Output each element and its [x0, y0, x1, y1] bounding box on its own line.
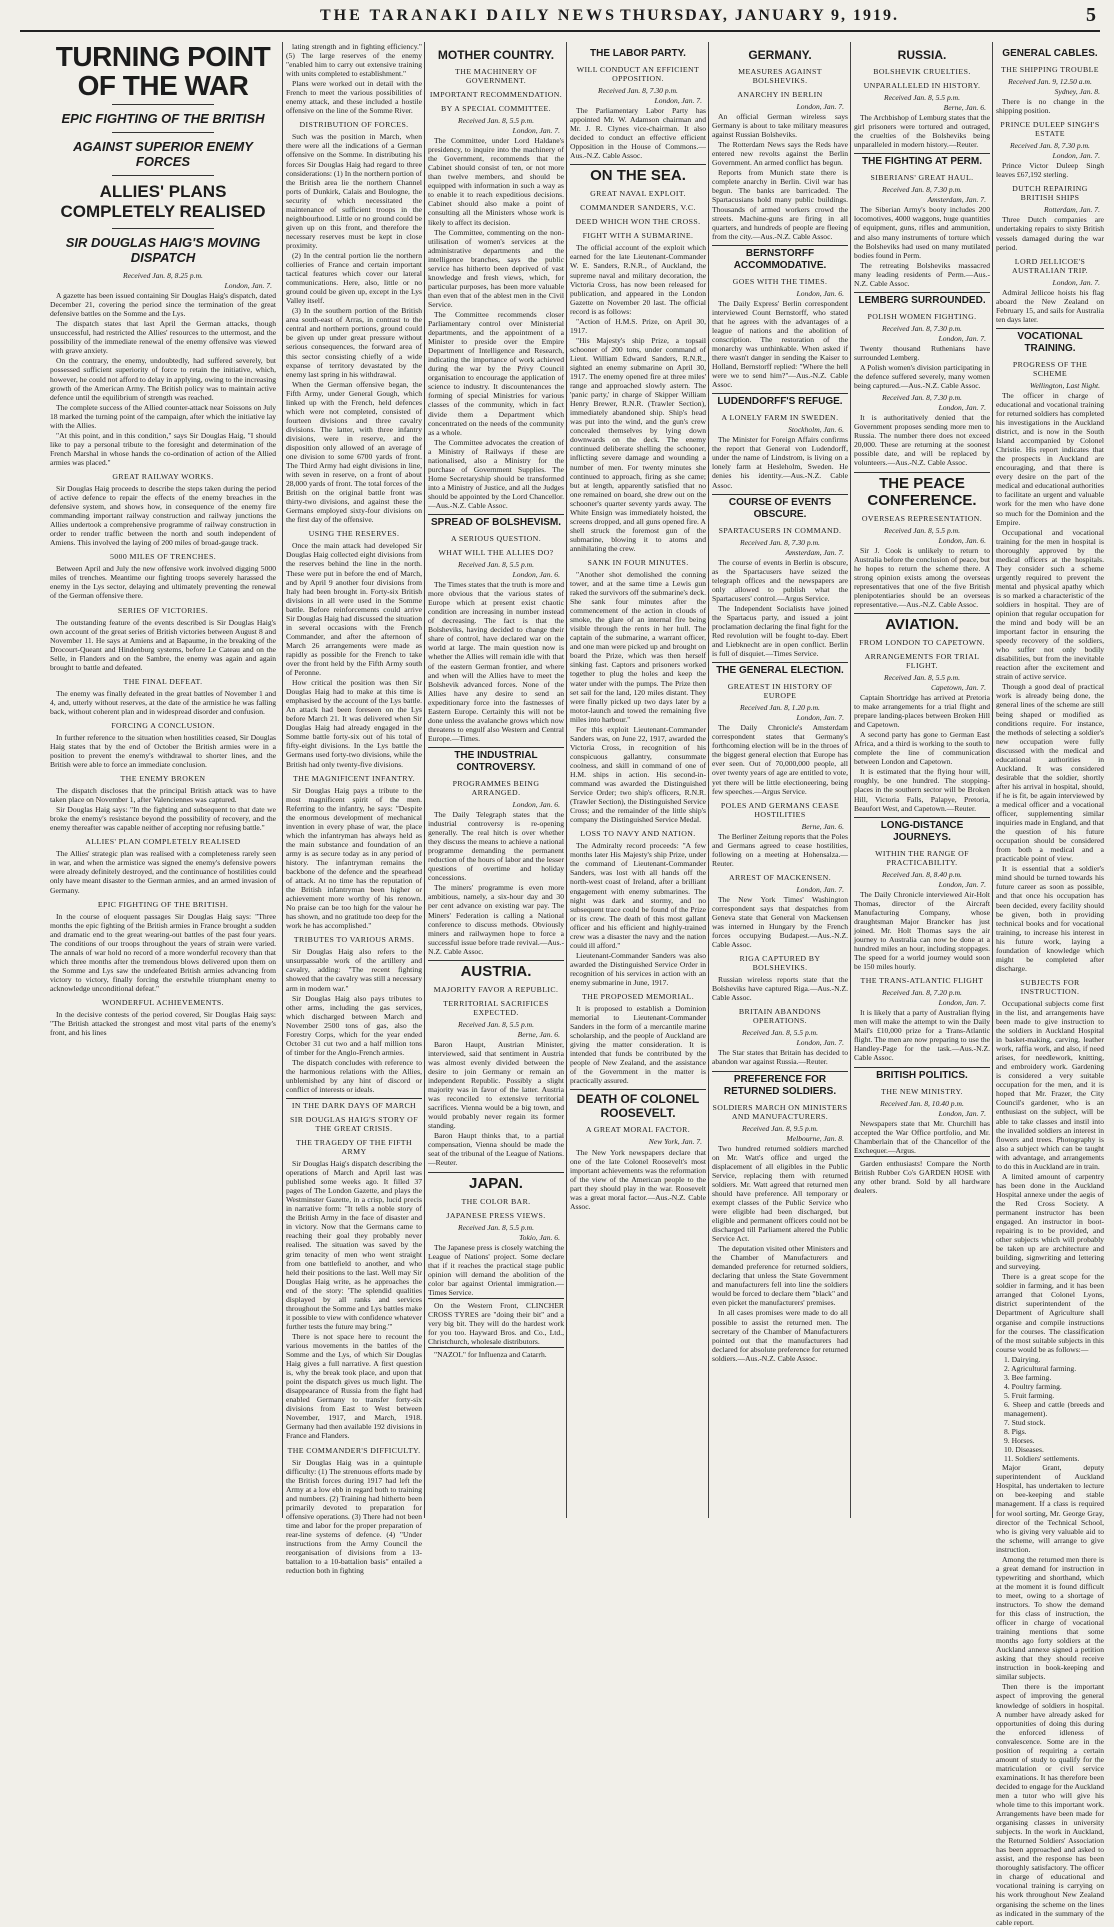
- section-head: PROGRESS OF THE SCHEME: [1012, 359, 1088, 378]
- received-time: Received Jan. 8, 9.5 p.m.: [741, 1123, 819, 1133]
- dateline: London, Jan. 7.: [1052, 277, 1100, 287]
- column-4: [566, 42, 709, 1518]
- paragraph: Admiral Jellicoe hoists his flag aboard the New Zealand on February 15, and sails for Australia ten days later.: [996, 287, 1104, 324]
- paragraph: The official account of the exploit which earned for the late Lieutenant-Commander W. E. Sanders, R.N.R., of Auckland, the supreme naval and military decoration, the Victoria Cross, has now been released for publication, and appeared in the London Gazette on November 20 last. The official record is as follows:: [570, 243, 706, 316]
- section-head: LORD JELLICOE'S AUSTRALIAN TRIP.: [1011, 256, 1088, 275]
- received-time: Received Jan. 9, 12.50 a.m.: [1008, 77, 1092, 86]
- paragraph: The miners' programme is even more ambitious, namely, a six-hour day and 30 per cent advance on existing war pay. The Miners' Federation is calling a National conference to discuss methods. Obviously miners and railwaymen hope to force a successful issue before trade revival.—Aus.-N.Z. Cable Assoc.: [428, 883, 564, 956]
- article-headline: JAPAN.: [428, 1172, 564, 1192]
- paragraph: A second party has gone to German East Africa, and a third is working to the south to complete the line of communication between London and Capetown.: [854, 730, 990, 767]
- article-headline: GERMANY.: [748, 48, 812, 62]
- section-head: ARREST OF MACKENSEN.: [728, 872, 832, 882]
- paragraph: Sir Douglas Haig also refers to the unsurpassable work of the artillery and cavalry, adding: "The recent fighting showed that the cavalry was still a necessary arm in modern war.": [286, 947, 422, 993]
- section-head: FORCING A CONCLUSION.: [111, 720, 215, 730]
- paragraph: Sir Douglas Haig pays a tribute to the most magnificent spirit of the men. Referring to the infantry, he says: "Despite the enormous development of mechanical invention in every phase of war, the place which the infantryman has always held as the main substance and foundation of an army is as secure today as in any period of history. The infantryman remains the backbone of the defence and the spearhead of attack. At no time has the reputation of the British infantryman been higher or achievement more worthy of his renown. No praise can be too high for the valour he has shown, and no gratitude too deep for the work he has accomplished.": [286, 785, 422, 931]
- divider: [112, 104, 214, 105]
- section-head: COMMANDER SANDERS, V.C.: [580, 203, 696, 213]
- section-head: SUBJECTS FOR INSTRUCTION.: [1020, 977, 1080, 996]
- section-head: A LONELY FARM IN SWEDEN.: [721, 413, 839, 423]
- section-head: GREATEST IN HISTORY OF EUROPE: [727, 682, 833, 701]
- paragraph: The complete success of the Allied counter-attack near Soissons on July 18 marked the turning point of the campaign, after which the initiative lay with the Allies.: [50, 402, 276, 430]
- dateline: New York, Jan. 7.: [648, 1137, 702, 1147]
- received-time: Received Jan. 8, 5.5 p.m.: [457, 1222, 535, 1232]
- section-head: ANARCHY IN BERLIN: [737, 90, 823, 99]
- list-item: 9. Horses.: [1004, 1436, 1035, 1446]
- dateline: Amsterdam, Jan. 7.: [785, 547, 844, 557]
- list-item: 7. Stud stock.: [1004, 1418, 1046, 1428]
- received-time: Received Jan. 8, 5.5 p.m.: [741, 1028, 819, 1038]
- list-item: 8. Pigs.: [1004, 1427, 1027, 1437]
- paragraph: An official German wireless says Germany is about to take military measures against Russian Bolsheviks.: [712, 112, 848, 140]
- paragraph: "At this point, and in this condition," says Sir Douglas Haig, "I should like to pay a personal tribute to the foresight and determination of the French Marshal in whose hands the co-ordination of action of the Allied armies was placed.": [50, 430, 276, 467]
- article-headline: THE PEACE CONFERENCE.: [854, 472, 990, 509]
- dateline: London, Jan. 6.: [512, 799, 560, 809]
- paragraph: The Daily Chronicle's Amsterdam correspondent states that Germany's forthcoming election will be in the throes of the biggest general election that Europe has ever seen. Out of 70,000,000 people, all over twenty years of age are entitled to vote, yet there will be little electioneering, being few speeches.—Argus Service.: [712, 723, 848, 796]
- paragraph: When the German offensive began, the Fifth Army, under General Gough, which linked up with the French, held defences which were not completed, consisted of fourteen divisions and three cavalry divisions. The latter, with three infantry divisions, were in reserve, and the disposition only allowed of an average of one division to some 6700 yards of front. The Third Army had eight divisions in line, with seven in reserve, on a front of about 28,000 yards of front. The total forces of the British on the original battle front was thirty-two divisions, and against these the Germans employed sixty-four divisions on the first day of the offensive.: [286, 379, 422, 525]
- section-head: DISTRIBUTION OF FORCES.: [299, 120, 409, 130]
- section-head: THE MACHINERY OF GOVERNMENT.: [455, 67, 537, 85]
- section-head: WONDERFUL ACHIEVEMENTS.: [102, 998, 224, 1007]
- paragraph: Prince Victor Duleep Singh leaves £67,192 sterling.: [996, 161, 1104, 180]
- article-headline: LUDENDORFF'S REFUGE.: [712, 393, 848, 408]
- section-head: UNPARALLELED IN HISTORY.: [863, 81, 981, 90]
- dateline: London, Jan. 7.: [224, 281, 272, 291]
- paragraph: The officer in charge of educational and vocational training for returned soldiers has completed his investigations in the Auckland district, and is now in the South Island accompanied by Colonel Christie. His report indicates that the prospects in Auckland are encouraging, and that there is every desire on the part of the medical and educational authorities to facilitate an urgent and valuable work for the men who have done so much for the Dominion and the Empire.: [996, 390, 1104, 527]
- paragraph: A Polish women's division participating in the defence suffered severely, many women being captured.—Aus.-N.Z. Cable Assoc.: [854, 362, 990, 391]
- article-headline: ON THE SEA.: [570, 164, 706, 184]
- paragraph: The outstanding feature of the events described is Sir Douglas Haig's own account of the great series of British victories between August 8 and November 11. He says at Amiens and at Bapaume, in the breaking of the Drocourt-Queant and Hindenburg systems, before Le Cateau and on the Selle, in Flanders and on the Sambre, the enemy was again and again brought to battle and defeated.: [50, 617, 276, 672]
- paragraph: Such was the position in March, when there were all the indications of a German offensive on the Somme. In distributing his forces Sir Douglas Haig had regard to three considerations: (1) In the northern portion of the British area lie the northern Channel ports of Dunkirk, Calais and Boulogne, the security of which necessitated the maintenance of sufficient troops in the neighbourhood. Little or no ground could be given up on this front, and therefore the necessary reserves must be kept in close proximity.: [286, 132, 422, 250]
- paragraph: Russian wireless reports state that the Bolsheviks have captured Riga.—Aus.-N.Z. Cable Assoc.: [712, 975, 848, 1003]
- paragraph: The Allies' strategic plan was realised with a completeness rarely seen in war, and when the armistice was signed the enemy's defensive powers were already definitely destroyed, and the continuance of hostilities could only have meant disaster to the German armies, and an armed invasion of Germany.: [50, 849, 276, 895]
- paragraph: The Daily Express' Berlin correspondent interviewed Count Bernstorff, who stated that he agrees with the advantages of a league of nations and the abolition of conscription. The restoration of the monarchy was unthinkable. When asked if there wasn't danger in sending the Kaiser to Holland, Bernstorff replied: "Where the hell were we to send him?"—Aus.-N.Z. Cable Assoc.: [712, 298, 848, 390]
- paragraph: The Rotterdam News says the Reds have entered new revolts against the Berlin Government. An armed conflict has begun.: [712, 140, 848, 168]
- received-time: Received Jan. 8, 5.5 p.m.: [883, 672, 961, 682]
- dateline: London, Jan. 6.: [512, 570, 560, 580]
- received-time: Received Jan. 8, 5.5 p.m.: [457, 116, 535, 125]
- article-headline: BERNSTORFF ACCOMMODATIVE.: [712, 245, 848, 272]
- dateline: London, Jan. 7.: [1052, 151, 1100, 161]
- paragraph: It is estimated that the flying hour will, roughly, be one hundred. The stopping-places in the southern sector will be Broken Hill, Victoria Falls, Palapye, Pretoria, Beaufort West, and Capetown.—Reuter.: [854, 767, 990, 813]
- paragraph: Three Dutch companies are undertaking repairs to sixty British vessels damaged during the war period.: [996, 215, 1104, 252]
- advertisement: "NAZOL" for Influenza and Catarrh.: [428, 1347, 564, 1359]
- paragraph: Baron Haupt, Austrian Minister, interviewed, said that sentiment in Austria was almost evenly divided between the desire to join Germany or remain an independent Republic. Possibly a slight majority was in favor of the latter. Austria was reconciled to extensive territorial sacrifices. Vienna would be a big town, and would probably never regain its former standing.: [428, 1039, 564, 1131]
- dateline: London, Jan. 7.: [796, 713, 844, 723]
- section-head: IN THE DARK DAYS OF MARCH: [286, 1098, 422, 1110]
- section-head: OVERSEAS REPRESENTATION.: [861, 513, 983, 523]
- paragraph: The Archbishop of Lemburg states that the girl prisoners were tortured and outraged, the cruelties of the Bolsheviks being unparalleled in modern history.—Reuter.: [854, 113, 990, 150]
- dateline: London, Jan. 6.: [796, 288, 844, 298]
- column-5: [708, 42, 851, 1518]
- received-time: Received Jan. 8, 5.5 p.m.: [883, 93, 961, 102]
- dateline: London, Jan. 7.: [512, 126, 560, 136]
- paragraph: Then there is the important aspect of improving the general knowledge of soldiers in hospital. A number have already asked for opportunities of doing this during the enforced idleness of convalescence. Some are in the position of requiring a certain amount of study to qualify for the matriculation or civil service examinations. It has therefore been decided to engage for the Auckland men a tutor who will give his whole time to this important work. Arrangements have been made for organising classes in university subjects. In the work in Auckland, the Returned Soldiers' Association has been approached and asked to assist, and the response has been thoroughly satisfactory. The officer in charge of educational and vocational training is carrying on his work throughout New Zealand organising the scheme on the lines as indicated in the summary of the cable report.: [996, 1682, 1104, 1927]
- section-head: WITHIN THE RANGE OF PRACTICABILITY.: [875, 848, 969, 867]
- section-head: THE TRAGEDY OF THE FIFTH ARMY: [295, 1138, 412, 1157]
- paragraph: In the decisive contests of the period covered, Sir Douglas Haig says: "The British attacked the strongest and most vital parts of the enemy's front, and his lines: [50, 1010, 276, 1038]
- dateline: London, Jan. 7.: [796, 884, 844, 894]
- section-head: THE PROPOSED MEMORIAL.: [581, 992, 695, 1002]
- advertisement: Garden enthusiasts! Compare the North British Rubber Co's GARDEN HOSE with any other brand. Sold by all hardware dealers.: [854, 1156, 990, 1195]
- paragraph: Though a good deal of practical work is already being done, the general lines of the scheme are still being shaped or modified as conditions require. For instance, the methods of selecting a soldier's new occupation were fully discussed with the medical and educational authorities in Auckland. It was considered desirable that the soldier, shortly after his arrival in hospital, should, if he is fit, be again interviewed by a medical officer and a vocational officer, supplementing similar inquiries made in England, and that the question of his future occupation should be considered from both a medical and a practicable point of view.: [996, 682, 1104, 864]
- list-item: 2. Agricultural farming.: [1004, 1363, 1077, 1373]
- paragraph: Sir J. Cook is unlikely to return to Australia before the conclusion of peace, but he hopes to return the scheme there. A strong opinion exists among the overseas representatives that one of the five British plenipotentiaries should be an overseas representative.—Aus.-N.Z. Cable Assoc.: [854, 545, 991, 609]
- divider: [112, 132, 214, 133]
- paragraph: The dispatch states that last April the German attacks, though unsuccessful, had restricted the Allies' resources to the uttermost, and the possibility of the immediate renewal of the enemy offensive was viewed with grave anxiety.: [50, 319, 276, 356]
- received-time: Received Jan. 8, 8.25 p.m.: [123, 271, 203, 280]
- dateline: Berne, Jan. 6.: [801, 821, 844, 831]
- paragraph: Sir Douglas Haig proceeds to describe the steps taken during the period of active defence to repair the effects of the enemy breaches in the defensive system, and shows how, in consequence of the enemy fire commanding important railway construction and railway junctions the Allies undertook a comprehensive programme of railway construction in order to render traffic between the north and south independent of Amiens. This involved the laying of 200 miles of broad-gauge track.: [50, 483, 276, 548]
- paragraph: (3) In the southern portion of the British area south-east of Arras, in contrast to the central and northern portions, ground could be given up under great pressure without serious consequences, the forward area of this sector consisting chiefly of a wide expanse of territory devastated by the enemy last spring in his withdrawal.: [286, 306, 422, 379]
- section-head: THE MAGNIFICENT INFANTRY.: [293, 773, 415, 783]
- paragraph: It is essential that a soldier's mind should be turned towards his future career as soon as possible, and that once his occupation has been decided, every facility should be given, both in providing technical books and for vocational training, to increase his interest in his future work, laying a foundation of knowledge which might be completed after discharge.: [996, 864, 1104, 973]
- paragraph: On the contrary, the enemy, undoubtedly, had suffered severely, but possessed sufficient superiority of force to retain the initiative, which, however, he could not afford to delay in applying, owing to the increasing growth of the American Army. The British policy was to maintain active defence until the equilibrium of strength was reached.: [50, 356, 276, 402]
- section-head: POLES AND GERMANS CEASE HOSTILITIES: [720, 800, 840, 819]
- dateline: Sydney, Jan. 8.: [1054, 87, 1100, 97]
- page-number: 5: [1086, 4, 1096, 26]
- paragraph: The Star states that Britain has decided to abandon war against Russia.—Reuter.: [712, 1048, 848, 1067]
- received-time: Received Jan. 8, 5.5 p.m.: [883, 525, 961, 535]
- section-head: WILL CONDUCT AN EFFICIENT OPPOSITION.: [576, 65, 700, 83]
- paragraph: Two hundred returned soldiers marched on Mr. Watt's office and urged the displacement of all eligibles in the Public Service, replacing them with returned soldiers. Mr. Watt agreed that returned men should have preference. All temporary or exempt classes of the Public Service who were eligible had been discharged, but eligible and permanent officers could not be discharged till Parliament altered the Public Service Act.: [712, 1143, 848, 1244]
- subheadline: EPIC FIGHTING OF THE BRITISH: [61, 111, 265, 126]
- dateline: Melbourne, Jan. 8.: [786, 1133, 844, 1143]
- paragraph: It is proposed to establish a Dominion memorial to Lieutenant-Commander Sanders in the form of a mercantile marine scholarship, and the people of Auckland are giving the matter consideration. It is intended that funds be contributed by the people of New Zealand, and the assistance of the Government in the matter is practically assured.: [570, 1004, 706, 1086]
- paragraph: Sir Douglas Haig was in a quintuple difficulty: (1) The strenuous efforts made by the British forces during 1917 had left the Army at a low ebb in regard both to training and numbers. (2) Training had hitherto been primarily devoted to preparation for offensive operations. (3) There had not been time and labor for the proper preparation of rear-line systems of defence. (4) "Under instructions from the Army Council the reorganisation of divisions from a 13-battalion to a 10-battalion basis" entailed a reduction both in fighting: [286, 1457, 422, 1576]
- issue-date: THURSDAY, JANUARY 9, 1919.: [620, 7, 900, 24]
- section-head: GREAT NAVAL EXPLOIT.: [590, 189, 686, 199]
- paragraph: The dispatch concludes with reference to the harmonious relations with the Allies, unblemished by any hint of discord or conflict of interests or ideals.: [286, 1057, 422, 1095]
- article-headline: PREFERENCE FOR RETURNED SOLDIERS.: [712, 1071, 848, 1098]
- section-head: MEASURES AGAINST BOLSHEVIKS.: [738, 67, 822, 85]
- subheadline: SIR DOUGLAS HAIG'S MOVING DISPATCH: [65, 235, 261, 265]
- article-headline: LONG-DISTANCE JOURNEYS.: [854, 817, 990, 844]
- section-head: A SERIOUS QUESTION.: [450, 534, 542, 544]
- masthead: [20, 4, 1100, 32]
- section-head: ALLIES' PLAN COMPLETELY REALISED: [85, 837, 241, 847]
- section-head: POLISH WOMEN FIGHTING.: [867, 311, 977, 321]
- section-head: SPARTACUSERS IN COMMAND.: [718, 525, 842, 535]
- paragraph: The dispatch discloses that the principal British attack was to have taken place on November 1, after Valenciennes was captured.: [50, 786, 276, 805]
- dateline: London, Jan. 7.: [938, 998, 986, 1008]
- paragraph: The New York Times' Washington correspondent says that despatches from Geneva state that General von Mackensen was interned in Hungary by the French forces occupying Budapest.—Aus.-N.Z. Cable Assoc.: [712, 894, 848, 950]
- paragraph: The Independent Socialists have joined the Spartacus party, and issued a joint proclamation declaring the final fight for the Red revolution will be fought to-day. Ebert and Liebknecht are in open conflict. Berlin is full of disquiet.—Times Service.: [712, 603, 848, 659]
- paragraph: It is authoritatively denied that the Government proposes sending more men to Russia. The number there does not exceed 20,000. These are returning at the soonest possible date, and will be replaced by volunteers.—Aus.-N.Z. Cable Assoc.: [854, 413, 990, 468]
- paragraph: Among the returned men there is a great demand for instruction in typewriting and shorthand, which at the moment it is found difficult to meet, owing to a shortage of instructors. To show the demand for this class of instruction, the officer in charge of vocational training mentions that some months ago forty soldiers at the Auckland annexe signed a petition asking that they should receive instruction in book-keeping and similar subjects.: [996, 1554, 1104, 1682]
- advertisement: On the Western Front, CLINCHER CROSS TYRES are "doing their bit" and a very big bit. They will do the hardest work for you too. Hayward Bros. and Co., Ltd., Christchurch, wholesale distributors.: [428, 1298, 564, 1346]
- newspaper-title: THE TARANAKI DAILY NEWS: [320, 7, 618, 24]
- list-item: 6. Sheep and cattle (breeds and management).: [1004, 1399, 1104, 1418]
- received-time: Received Jan. 8, 7.30 p.m.: [598, 86, 678, 95]
- paragraph: It is likely that a party of Australian flying men will make the attempt to win the Daily Mail's £10,000 prize for a Trans-Atlantic flight. The men are now preparing to use the Handley-Page for the task.—Aus.-N.Z. Cable Assoc.: [854, 1008, 990, 1063]
- paragraph: Baron Haupt thinks that, to a partial compensation, Vienna should be made the seat of the tribunal of the League of Nations.—Reuter.: [428, 1131, 565, 1168]
- subheadline: AGAINST SUPERIOR ENEMY FORCES: [73, 139, 253, 169]
- received-time: Received Jan. 8, 8.40 p.m.: [882, 869, 962, 879]
- section-head: BOLSHEVIK CRUELTIES.: [873, 67, 971, 76]
- paragraph: The Admiralty record proceeds: "A few months later His Majesty's ship Prize, under the command of Lieutenant-Commander Sanders, was lost with all hands off the north-west coast of Ireland, after a brilliant engagement with enemy submarines. The night was dark and stormy, and no subsequent trace could be found of the Prize or its crew. The death of this most gallant officer and his efficient and highly-trained crew was a disaster the navy and the nation could ill afford.": [570, 841, 706, 950]
- paragraph: Occupational subjects come first in the list, and arrangements have been made to give instruction to the soldiers in Auckland Hospital in basket-making, carving, leather work, raffia work, and also, if need arises, for needlework, knitting, and embroidery work. Gardening is considered a very suitable occupation for the men, and it is hoped that Mr. Frazer, the City Council's gardener, who is an enthusiast on the subject, will be able to take classes and instil into the invalided soldiers an interest in flowers and trees. Photography is also a subject which can be taught with advantage, and arrangements to do this in Auckland are in train.: [996, 998, 1104, 1171]
- paragraph: The retreating Bolsheviks massacred many leading residents of Perm.—Aus.-N.Z. Cable Assoc.: [854, 260, 990, 288]
- dateline: Rotterdam, Jan. 7.: [1043, 205, 1100, 215]
- section-head: SOLDIERS MARCH ON MINISTERS AND MANUFACTURERS.: [712, 1102, 848, 1121]
- section-head: EPIC FIGHTING OF THE BRITISH.: [97, 899, 229, 909]
- section-head: SERIES OF VICTORIES.: [117, 605, 209, 615]
- section-head: A GREAT MORAL FACTOR.: [585, 1125, 691, 1135]
- paragraph: Sir Douglas Haig's dispatch describing the operations of March and April last was published some weeks ago. It filled 37 pages of The London Gazette, and plays the Westminster Gazette, in a crisp, lucid precis in narrative form: "It tells a noble story of the British Army in the face of disaster and in victory. Now that the Germans came to reaching their goal they probably never realised. The situation was saved by the grim tenacity of men who went straight from one battlefield to another, and who held their positions to the last. Well may Sir Douglas Haig write, as he approaches the end of the story: 'The splendid qualities displayed by all ranks and services throughout the Somme and Lys battles make it possible to view with confidence whatever further tests the future may bring.'": [286, 1159, 422, 1331]
- paragraph: "Another shot demolished the conning tower, and at the same time a Lewis gun raked the survivors off the submarine's deck. She sank four minutes after the commencement of the action in clouds of smoke, the glare of an internal fire being visible through the rents in her hull. The captain of the submarine, a warrant officer, and one man were picked up and brought on board the Prize, which was then herself sinking fast. Captors and prisoners worked together to plug the holes and keep the water under with the pumps. The Prize then set sail for the land, 120 miles distant. They were finally picked up two days later by a motor-launch and towed the remaining five miles into harbour.": [570, 569, 706, 724]
- received-time: Received Jan. 8, 10.40 p.m.: [880, 1098, 964, 1108]
- paragraph: There is a great scope for the soldier in farming, and it has been arranged that Colonel Lyons, district superintendent of the Department of Agriculture shall organise and compile instructions for the courses. The classification of the most suitable subjects in this course would be as follows:—: [996, 1272, 1104, 1354]
- paragraph: The Daily Chronicle interviewed Air-Holt Thomas, director of the Aircraft Manufacturing Company, whose draughtsman Major Brancker has just joined. Mr. Holt Thomas says the air journey to Australia can now be done at a hundred miles an hour, including stoppages. The speed for a world journey would soon be 150 miles hourly.: [854, 889, 990, 972]
- paragraph: The course of events in Berlin is obscure, as the Spartacusers have seized the telegraph offices and the newspapers are only allowed to publish what the Spartacusers' control.—Argus Service.: [712, 557, 848, 603]
- paragraph: The New York newspapers declare that one of the late Colonel Roosevelt's most important achievements was the reformation of the view of the American people to the part they should play in the war. Roosevelt was a great moral factor.—Aus.-N.Z. Cable Assoc.: [570, 1147, 706, 1211]
- article-headline: GENERAL CABLES.: [1002, 48, 1098, 59]
- section-head: SIR DOUGLAS HAIG'S STORY OF THE GREAT CRISIS.: [290, 1115, 418, 1134]
- paragraph: lating strength and in fighting efficiency." (5) The large reserves of the enemy "enabled him to carry out extensive training with units completed to establishment.": [286, 42, 422, 79]
- section-head: PRINCE DULEEP SINGH'S ESTATE: [1000, 120, 1100, 139]
- dateline: London, Jan. 7.: [796, 102, 844, 111]
- list-item: 4. Poultry farming.: [1004, 1381, 1062, 1391]
- section-head: THE SHIPPING TROUBLE: [1001, 65, 1099, 74]
- paragraph: Lieutenant-Commander Sanders was also awarded the Distinguished Service Order in recognition of his services in action with an enemy submarine in June, 1917.: [570, 950, 706, 987]
- section-head: MAJORITY FAVOR A REPUBLIC.: [433, 984, 559, 994]
- paragraph: Reports from Munich state there is complete anarchy in Berlin. Civil war has begun. The banks are barricaded. The Spartacusians hold many public buildings. Thousands of armed workers crowd the streets. Machine-guns are firing in all quarters, and hundreds of people are fleeing from the city.—Aus.-N.Z. Cable Assoc.: [712, 168, 848, 241]
- paragraph: Sir Douglas Haig also pays tributes to other arms, including the gas services, which discharged between March and November 2500 tons of gas, also the Forestry Corps, which for the year ended October 31 cut two and a half million tons of timber for the Anglo-French armies.: [286, 993, 422, 1057]
- section-head: THE COMMANDER'S DIFFICULTY.: [287, 1445, 421, 1455]
- section-head: PROGRAMMES BEING ARRANGED.: [452, 778, 540, 797]
- dateline: London, Jan. 7.: [938, 879, 986, 889]
- dateline: Amsterdam, Jan. 7.: [927, 195, 986, 205]
- article-headline: SPREAD OF BOLSHEVISM.: [428, 514, 564, 529]
- paragraph: How critical the position was then Sir Douglas Haig had to make at this time is emphasised by the account of the Lys battle. An attack had been foreseen on the Lys before March 21. It was delivered when Sir Douglas Haig had already engaged in the Somme battle forty-six out of his total of fifty-eight divisions. In the Lys battle the Germans used forty-two divisions, while the British had only twenty-five divisions.: [286, 678, 422, 769]
- section-head: LOSS TO NAVY AND NATION.: [580, 829, 696, 839]
- paragraph: The Daily Telegraph states that the industrial controversy is re-opening generally. The real hitch is over whether they discuss the means to achieve a national programme demanding the permanent reduction of the hours of labor and the lesser questions of overtime and holiday concessions.: [428, 810, 564, 883]
- dateline: Capetown, Jan. 7.: [930, 682, 986, 692]
- dateline: London, Jan. 7.: [796, 1038, 844, 1048]
- list-item: 11. Soldiers' settlements.: [1004, 1454, 1080, 1464]
- paragraph: Sir Douglas Haig says: "In the fighting and subsequent to that date we broke the enemy's resistance beyond the possibility of recovery, and the enemy thereafter was capable neither of accepting nor refusing battle.": [50, 805, 276, 833]
- list-item: 5. Fruit farming.: [1004, 1390, 1055, 1400]
- article-headline: THE FIGHTING AT PERM.: [854, 153, 990, 168]
- article-headline: RUSSIA.: [897, 48, 947, 62]
- paragraph: The Committee, under Lord Haldane's presidency, to inquire into the machinery of the Government, recommends that the Cabinet should consist of ten, or not more than twelve members, and should be equipped with information in such a way as to enable it to reach expeditious decisions. Cabinet should also make a point of consulting all the Ministers whose work is likely to affect its decision.: [428, 136, 564, 227]
- received-time: Received Jan. 8, 7.30 p.m.: [882, 185, 962, 195]
- section-head: BRITAIN ABANDONS OPERATIONS.: [738, 1007, 822, 1026]
- paragraph: Major Grant, deputy superintendent of Auckland Hospital, has undertaken to lecture on bee-keeping and stable management. If a class is required for wool sorting, Mr. George Gray, director of the Technical School, who is giving very valuable aid to the scheme, will arrange to give instruction.: [996, 1463, 1104, 1554]
- received-time: Received Jan. 8, 5.5 p.m.: [457, 1019, 535, 1029]
- dateline: London, Jan. 7.: [938, 403, 986, 413]
- paragraph: The Berliner Zeitung reports that the Poles and Germans agreed to cease hostilities, following on a meeting at Hohensalza.—Reuter.: [712, 831, 848, 868]
- received-time: Received Jan. 8, 7.30 p.m.: [740, 537, 820, 547]
- list-item: 1. Dairying.: [1004, 1354, 1041, 1364]
- dateline: London, Jan. 7.: [938, 1108, 986, 1118]
- paragraph: The Times states that the truth is more and more obvious that the various states of Europe which at present exist chaotic condition are increasing in number instead of decreasing. The fact is that the Bolsheviks, having decided to change their share of control, have declared war on the world at large. The main question now is whether the Allies will remain idle with that of the eastern German frontier, and where and when will the Allies have to meet the Bolshevik advanced forces. None of the Allies have any desire to send an expeditionary force into the fastnesses of Eastern Europe. Certainly this will not be done unless the avalanche grows which now threatens to engulf also Western and Central Europe.—Times.: [428, 580, 564, 743]
- paragraph: "Action of H.M.S. Prize, on April 30, 1917.: [570, 316, 706, 335]
- section-head: GREAT RAILWAY WORKS.: [112, 471, 214, 481]
- section-head: THE NEW MINISTRY.: [881, 1086, 963, 1096]
- paragraph: The Siberian Army's booty includes 200 locomotives, 4000 waggons, huge quantities of equipment, guns, rifles and ammunition, and also many instruments of torture which the Bolsheviks had used on many mutilated bodies found in Perm.: [854, 205, 990, 260]
- section-head: JAPANESE PRESS VIEWS.: [446, 1210, 546, 1220]
- paragraph: (2) In the central portion lie the northern collieries of France and certain important tactical features which cover our lateral communications. Here, also, little or no ground could be given up, except in the Lys Valley itself.: [286, 250, 422, 306]
- section-head: WHAT WILL THE ALLIES DO?: [438, 548, 554, 558]
- subheadline: ALLIES' PLANS COMPLETELY REALISED: [60, 182, 266, 221]
- received-time: Received Jan. 8, 7.30 p.m.: [882, 393, 962, 403]
- paragraph: Twenty thousand Ruthenians have surrounded Lemberg.: [854, 343, 990, 362]
- section-head: THE COLOR BAR.: [461, 1196, 531, 1206]
- received-time: Received Jan. 8, 1.20 p.m.: [740, 703, 820, 713]
- paragraph: Occupational and vocational training for the men in hospital is thoroughly approved by the medical officers at the hospitals. They consider such a scheme urgently required to prevent the mental and physical apathy which is so marked a characteristic of the soldiers in hospital. They are of opinion that regular occupation for the mind and body will be an important factor in ensuring the speedy recovery of the soldiers, who suffer not only bodily disabilities, but from the inevitable reaction after the excitement and strain of active service.: [996, 527, 1104, 682]
- section-head: TERRITORIAL SACRIFICES EXPECTED.: [443, 998, 549, 1017]
- list-item: 10. Diseases.: [1004, 1445, 1044, 1455]
- section-head: GOES WITH THE TIMES.: [732, 276, 828, 286]
- paragraph: The deputation visited other Ministers and the Chamber of Manufacturers and demanded preference for returned soldiers, declaring that unless the State Government and manufacturers fell into line the soldiers would be forced to declare them "black" and even picket the manufacturers' premises.: [712, 1244, 848, 1308]
- article-headline: AVIATION.: [854, 613, 990, 633]
- section-head: TRIBUTES TO VARIOUS ARMS.: [293, 935, 415, 945]
- paragraph: Newspapers state that Mr. Churchill has accepted the War Office portfolio, and Mr. Chamberlain that of the Chancellor of the Exchequer.—Argus.: [854, 1118, 990, 1155]
- paragraph: A gazette has been issued containing Sir Douglas Haig's dispatch, dated December 21, covering the period since the termination of the great defensive battles on the Somme and the Lys.: [50, 291, 276, 319]
- section-head: FIGHT WITH A SUBMARINE.: [582, 231, 694, 241]
- section-head: THE ENEMY BROKEN: [120, 774, 206, 784]
- received-time: Received Jan. 8, 5.5 p.m.: [457, 560, 535, 570]
- dateline: Berne, Jan. 6.: [943, 103, 986, 113]
- section-head: SANK IN FOUR MINUTES.: [587, 557, 689, 567]
- paragraph: In all cases promises were made to do all possible to assist the returned men. The secretary of the Chamber of Manufacturers pointed out that the manufacturers had declared for absolute preference for returned soldiers.—Aus.-N.Z. Cable Assoc.: [712, 1308, 848, 1363]
- section-head: ARRANGEMENTS FOR TRIAL FLIGHT.: [864, 651, 980, 670]
- received-time: Received Jan. 8, 7.30 p.m.: [1010, 141, 1090, 151]
- section-head: THE FINAL DEFEAT.: [123, 676, 203, 686]
- article-headline: LEMBERG SURROUNDED.: [854, 292, 990, 307]
- paragraph: Plans were worked out in detail with the French to meet the various possibilities of enemy attack, and these included a hostile offensive on the line of the Somme River.: [286, 79, 422, 116]
- paragraph: "His Majesty's ship Prize, a topsail schooner of 200 tons, under command of Lieut. William Edward Sanders, R.N.R., sighted an enemy submarine on April 30, 1917. The enemy opened fire at three miles' range and approached slowly astern. The 'panic party,' in charge of Skipper William Henry Brewer, R.N.R. (Trawler Section), immediately abandoned ship. Ship's head was put into the wind, and the gun's crew concealed themselves by lying down downwards on the deck. The enemy continued deliberate shelling the schooner, inflicting severe damage and wounding a number of men. For twenty minutes she continued to approach, firing as she came; but at length, apparently satisfied that no one remained on board, she drew out on the schooner's quarter seventy yards away. The White Ensign was immediately hoisted, the screens dropped, and all guns opened fire. A shell struck the foremost gun of the submarine, blowing it to atoms and annihilating the crew.: [570, 335, 706, 553]
- paragraph: For this exploit Lieutenant-Commander Sanders was, on June 22, 1917, awarded the Victoria Cross, in recognition of his conspicuous gallantry, consummate coolness, and skill in command of one of H.M. ships in action. His second-in-command was awarded the Distinguished Service Order; two ship's officers, R.N.R. (Trawler Section), the Distinguished Service Cross; and the remainder of the little ship's company the Distinguished Service Medal.: [570, 724, 706, 825]
- paragraph: In further reference to the situation when hostilities ceased, Sir Douglas Haig states that by the end of October the British armies were in a position to prevent the enemy's withdrawal to shorter lines, and the British were able to force an immediate conclusion.: [50, 732, 276, 770]
- paragraph: Between April and July the new offensive work involved digging 5000 miles of trenches. Meantime our fighting troops severely harassed the enemy in the Lys sector, delaying and ultimately preventing the renewal of the German offensive there.: [50, 564, 276, 601]
- section-head: THE TRANS-ATLANTIC FLIGHT: [860, 976, 984, 986]
- section-head: DUTCH REPAIRING BRITISH SHIPS: [1012, 184, 1088, 203]
- section-head: 5000 MILES OF TRENCHES.: [109, 552, 217, 562]
- article-headline: THE INDUSTRIAL CONTROVERSY.: [428, 747, 564, 774]
- section-head: SIBERIANS' GREAT HAUL.: [870, 173, 974, 183]
- divider: [112, 228, 214, 229]
- received-time: Received Jan. 8, 7.20 p.m.: [882, 988, 962, 998]
- paragraph: There is not space here to recount the various movements in the battles of the Somme and the Lys, of which Sir Douglas Haig gives a full narrative. A first question is, why the break took place, and upon that point the dispatch gives us much light. The disappearance of Russia from the fight had enabled Germany to transfer forty-six divisions from East to West between November, 1917, and March, 1918. Germany had then available 192 divisions in France and Flanders.: [286, 1331, 422, 1441]
- dateline: Tokio, Jan. 6.: [519, 1232, 560, 1242]
- paragraph: The Minister for Foreign Affairs confirms the report that General von Ludendorff, under the name of Lindstrom, is living on a lonely farm at Hesleholm, Sweden. He denies his identity.—Aus.-N.Z. Cable Assoc.: [712, 435, 848, 490]
- dateline: Berne, Jan. 6.: [517, 1029, 560, 1039]
- paragraph: The Parliamentary Labor Party has appointed Mr. W. Adamson chairman and Mr. J. R. Clynes vice-chairman. It also decided to conduct an effective efficient Opposition in the House of Commons.—Aus.-N.Z. Cable Assoc.: [570, 106, 706, 161]
- column-6: [850, 42, 993, 1518]
- paragraph: The enemy was finally defeated in the great battles of November 1 and 4, and, utterly without reserves, at the date of the armistice he was falling back, without coherent plan and in widespread disorder and confusion.: [50, 688, 276, 716]
- section-head: RIGA CAPTURED BY BOLSHEVIKS.: [739, 954, 821, 973]
- newspaper-page: [50, 41, 1104, 1927]
- section-head: DEED WHICH WON THE CROSS.: [575, 217, 701, 227]
- column-3: [424, 42, 567, 1518]
- dateline: Wellington, Last Night.: [1029, 380, 1100, 390]
- column-1: [50, 42, 280, 1518]
- dateline: Stockholm, Jan. 6.: [788, 425, 844, 435]
- paragraph: Once the main attack had developed Sir Douglas Haig collected eight divisions from the reserves behind the line in the north. These were put in before the end of March, and by April 9 another four divisions from Italy had been brought in. Forty-six British divisions in all were used in the Somme battle. Before reinforcements could arrive Sir Douglas Haig had discussed the situation in several occasions with the French Commander, and after the afternoon of March 26 arrangements were made as rapidly as possible for the French to take over the front held by the Fifth Army south of Peronne.: [286, 541, 422, 678]
- paragraph: The Japanese press is closely watching the League of Nations' project. Some declare that if it reaches the practical stage public opinion will demand the abolition of the color bar against Oriental immigration.—Times Service.: [428, 1242, 564, 1297]
- section-head: BY A SPECIAL COMMITTEE.: [441, 104, 551, 113]
- column-2: [282, 42, 425, 1576]
- list-item: 3. Bee farming.: [1004, 1372, 1052, 1382]
- article-headline: COURSE OF EVENTS OBSCURE.: [712, 494, 848, 521]
- article-headline: VOCATIONAL TRAINING.: [996, 328, 1104, 355]
- paragraph: Captain Shortridge has arrived at Pretoria to make arrangements for a trial flight and prepare landing-places between Broken Hill and Capetown.: [854, 693, 990, 730]
- section-head: FROM LONDON TO CAPETOWN.: [859, 637, 985, 647]
- dateline: London, Jan. 7.: [938, 333, 986, 343]
- dateline: London, Jan. 6.: [938, 535, 986, 545]
- paragraph: The Committee recommends closer Parliamentary control over Ministerial departments, and the appointment of a Minister to preside over the Empire Department of Intelligence and Research, indicating the importance of work achieved during the war by the Privy Council organisation to encourage the application of science to industry. It discountenances the forming of special Ministries for various classes of the community, which in fact divide them a Department which concentrated on the needs of the community as a whole.: [428, 309, 564, 437]
- article-headline: THE LABOR PARTY.: [590, 48, 686, 59]
- divider: [112, 175, 214, 176]
- received-time: Received Jan. 8, 7.30 p.m.: [882, 323, 962, 333]
- column-7: [992, 42, 1104, 1927]
- article-headline: MOTHER COUNTRY.: [437, 48, 555, 62]
- paragraph: A limited amount of carpentry has been done in the Auckland Hospital annexe under the aegis of the Red Cross Society. A permanent instructor has been engaged. An instructor in boot-repairing is to be provided, and other subjects which will probably be taken up are architecture and building, signwriting and lettering and surveying.: [996, 1171, 1104, 1272]
- paragraph: There is no change in the shipping position.: [996, 97, 1104, 116]
- paragraph: In the course of eloquent passages Sir Douglas Haig says: "Three months the epic fighting of the British armies in France brought a sudden and dramatic end to the great wearing-out battles of the past four years. The conditions of our troops throughout the years of strain were varied. The annals of war hold no record of a more wonderful recovery than that which three months after the tremendous blows delivered upon them on the Somme and Lys saw the undefeated British armies advancing from victory to victory, finally forcing the erstwhile triumphant enemy to acknowledge unconditional defeat.": [50, 911, 276, 993]
- paragraph: The Committee advocates the creation of a Ministry of Railways if these are nationalised, also a Ministry for the purchase of Government Supplies. The Home Secretaryship should be transformed into a Ministry of Justice, and all the Judges should be appointed by the Lord Chancellor.—Aus.-N.Z. Cable Assoc.: [428, 437, 564, 510]
- article-headline: THE GENERAL ELECTION.: [712, 662, 848, 677]
- article-headline: DEATH OF COLONEL ROOSEVELT.: [570, 1089, 706, 1120]
- section-head: IMPORTANT RECOMMENDATION.: [429, 90, 563, 99]
- lead-headline: TURNING POINT OF THE WAR: [55, 41, 271, 101]
- article-headline: AUSTRIA.: [428, 960, 564, 980]
- dateline: London, Jan. 7.: [654, 96, 702, 106]
- farming-list: [1004, 1355, 1104, 1464]
- section-head: USING THE RESERVES.: [308, 529, 400, 539]
- paragraph: The Committee, commenting on the non-utilisation of women's services at the administrative departments and the intelligence branches, says the public service has hitherto been deprived of vast knowledge and fresh views, which, for particular purposes, has been more valuable than even that of the ablest men in the Civil Service.: [428, 227, 564, 309]
- article-headline: BRITISH POLITICS.: [854, 1067, 990, 1082]
